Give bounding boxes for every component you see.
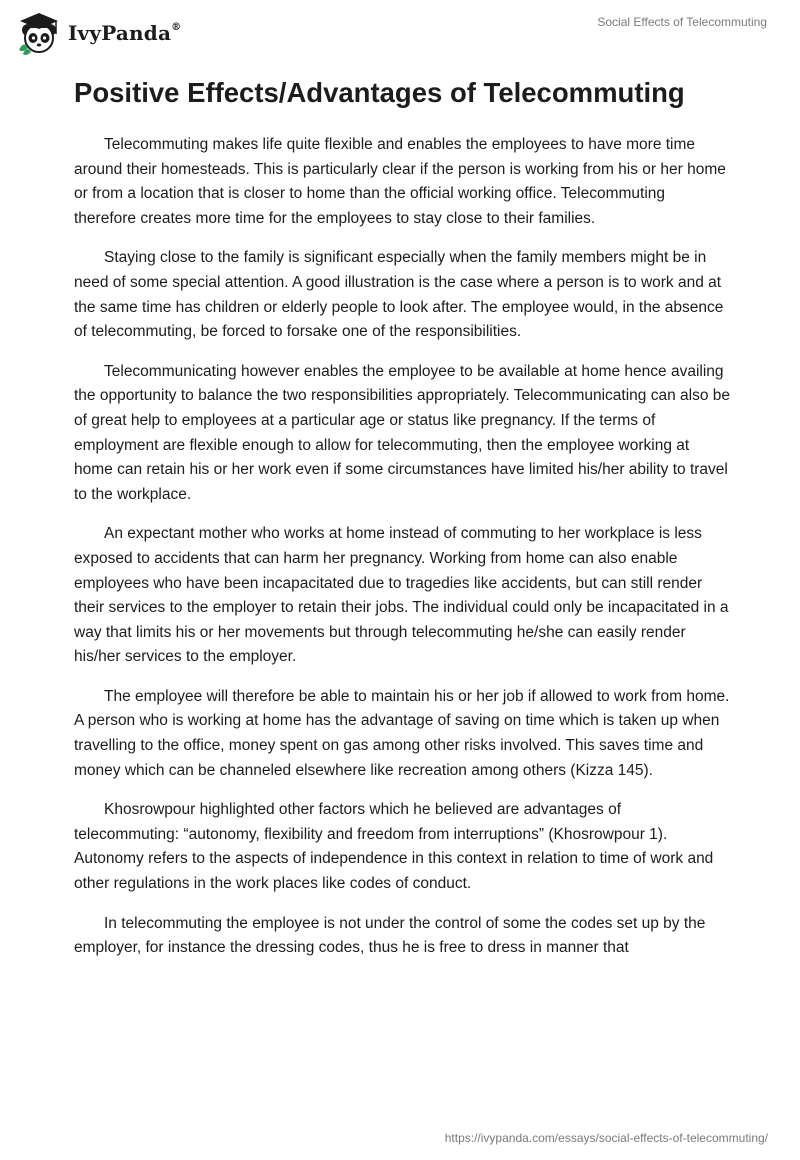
article-body bbox=[74, 74, 730, 976]
paragraph: An expectant mother who works at home instead of commuting to her workplace is less exposed to accidents that can harm her pregnancy. Working from home can also enable employees who have been incapacitated due to tragedies like accidents, but can still render their services to the employer to retain their jobs. The individual could only be incapacitated in a way that limits his or her movements but through telecommuting he/she can easily render his/her services to the employer. bbox=[74, 525, 729, 666]
brand-logo[interactable] bbox=[16, 10, 181, 56]
paragraph: Telecommunicating however enables the employee to be available at home hence availing the opportunity to balance the two responsibilities appropriately. Telecommunicating can also be of great help to employees at a particular age or status like pregnancy. If the terms of employment are flexible enough to allow for telecommuting, then the employee working at home can retain his or her work even if some circumstances have limited his/her ability to travel to the workplace. bbox=[74, 362, 730, 503]
paragraph: Khosrowpour highlighted other factors which he believed are advantages of telecommuting: “autonomy, flexibility and freedom from interruptions” (Khosrowpour 1). Autonomy refers to the aspects of independence in this context in relation to time of work and other regulations in the work places like codes of conduct. bbox=[74, 801, 714, 893]
paragraph: In telecommuting the employee is not under the control of some the codes set up by the employer, for instance the dressing codes, thus he is free to dress in manner that bbox=[74, 914, 706, 957]
page-header bbox=[0, 0, 800, 62]
panda-graduate-icon bbox=[16, 10, 62, 56]
registered-mark: ® bbox=[171, 22, 182, 34]
brand-name: IvyPanda bbox=[68, 21, 172, 45]
brand-wordmark bbox=[68, 21, 181, 45]
running-title: Social Effects of Telecommuting bbox=[597, 15, 767, 29]
section-heading: Positive Effects/Advantages of Telecommuting bbox=[74, 77, 685, 108]
paragraph: Staying close to the family is significant especially when the family members might be in need of some special attention. A good illustration is the case where a person is to work and at the same time has children or elderly people to look after. The employee would, in the absence of telecommuting, be forced to forsake one of the responsibilities. bbox=[74, 249, 724, 341]
paragraph: The employee will therefore be able to maintain his or her job if allowed to work from home. A person who is working at home has the advantage of saving on time which is taken up when travelling to the office, money spent on gas among other risks involved. This saves time and money which can be channeled elsewhere like recreation among others (Kizza 145). bbox=[74, 687, 730, 779]
paragraph: Telecommuting makes life quite flexible and enables the employees to have more time around their homesteads. This is particularly clear if the person is working from his or her home or from a location that is closer to home than the official working office. Telecommuting therefore creates more time for the employees to stay close to their families. bbox=[74, 136, 726, 227]
source-url-link[interactable]: https://ivypanda.com/essays/social-effects-of-telecommuting/ bbox=[444, 1131, 768, 1145]
